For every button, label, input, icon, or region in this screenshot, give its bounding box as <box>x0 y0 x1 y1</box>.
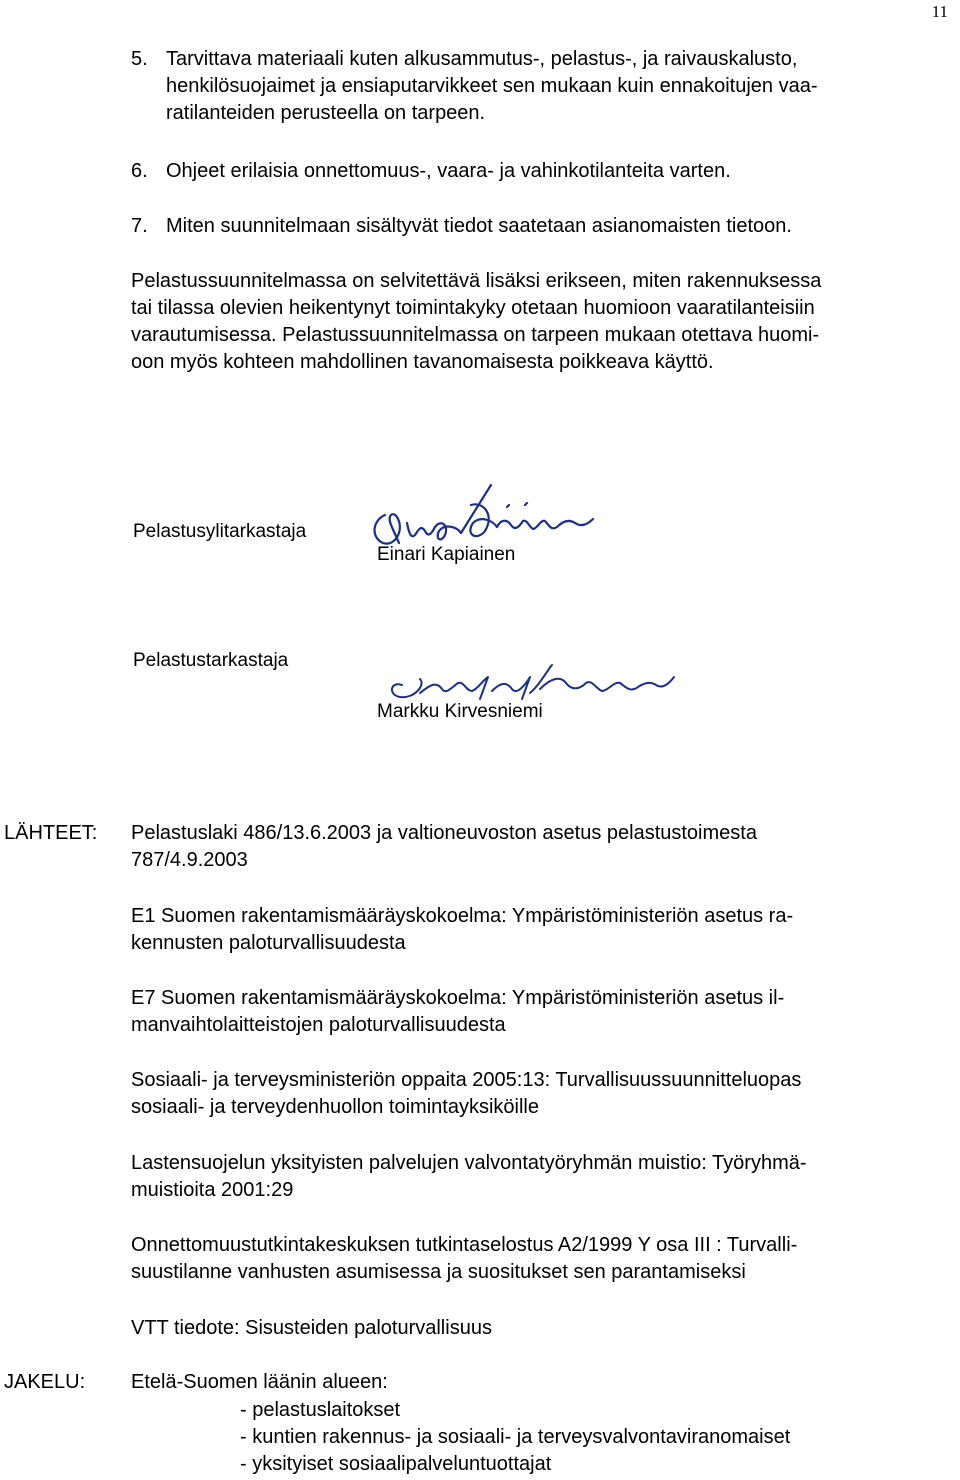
text-line: E1 Suomen rakentamismääräyskokoelma: Ympäristöministeriön asetus ra- <box>131 905 794 927</box>
text-line: ratilanteiden perusteella on tarpeen. <box>166 102 486 124</box>
text-line: Sosiaali- ja terveysministeriön oppaita 2005:13: Turvallisuussuunnitteluopas <box>131 1069 802 1091</box>
source-entry <box>131 985 784 1039</box>
signature-name: Markku Kirvesniemi <box>377 701 543 722</box>
list-item: - yksityiset sosiaalipalveluntuottajat <box>240 1453 552 1475</box>
text-line: Lastensuojelun yksityisten palvelujen valvontatyöryhmän muistio: Työryhmä- <box>131 1152 807 1174</box>
list-item-text <box>166 46 818 127</box>
text-line: Onnettomuustutkintakeskuksen tutkintaselostus A2/1999 Y osa III : Turvalli- <box>131 1234 798 1256</box>
text-line: Pelastuslaki 486/13.6.2003 ja valtioneuvoston asetus pelastustoimesta <box>131 822 757 844</box>
list-number: 6. <box>131 160 148 182</box>
text-line: 787/4.9.2003 <box>131 849 248 871</box>
text-line: sosiaali- ja terveydenhuollon toimintayksiköille <box>131 1096 539 1118</box>
source-entry <box>131 1150 807 1204</box>
text-line: Tarvittava materiaali kuten alkusammutus-, pelastus-, ja raivauskalusto, <box>166 48 798 70</box>
list-item: - kuntien rakennus- ja sosiaali- ja terveysvalvontaviranomaiset <box>240 1426 791 1448</box>
text-line: Pelastussuunnitelmassa on selvitettävä lisäksi erikseen, miten rakennuksessa <box>131 270 822 292</box>
signature-title: Pelastustarkastaja <box>133 650 289 671</box>
text-line: henkilösuojaimet ja ensiaputarvikkeet sen mukaan kuin ennakoitujen vaa- <box>166 75 818 97</box>
text-line: muistioita 2001:29 <box>131 1179 294 1201</box>
text-line: suustilanne vanhusten asumisessa ja suositukset sen parantamiseksi <box>131 1261 746 1283</box>
source-entry <box>131 903 793 957</box>
list-item-text: Ohjeet erilaisia onnettomuus-, vaara- ja vahinkotilanteita varten. <box>166 160 731 182</box>
text-line: manvaihtolaitteistojen paloturvallisuudesta <box>131 1014 506 1036</box>
text-line: E7 Suomen rakentamismääräyskokoelma: Ympäristöministeriön asetus il- <box>131 987 785 1009</box>
list-number: 7. <box>131 215 148 237</box>
list-number: 5. <box>131 48 148 70</box>
source-entry: VTT tiedote: Sisusteiden paloturvallisuus <box>131 1317 492 1339</box>
sources-label: LÄHTEET: <box>4 822 98 844</box>
text-line: kennusten paloturvallisuudesta <box>131 932 406 954</box>
list-item: - pelastuslaitokset <box>240 1399 401 1421</box>
list-item-text: Miten suunnitelmaan sisältyvät tiedot saatetaan asianomaisten tietoon. <box>166 215 792 237</box>
distribution-label: JAKELU: <box>4 1371 86 1393</box>
source-entry <box>131 1067 801 1121</box>
body-paragraph <box>131 268 821 376</box>
page-number: 11 <box>931 2 948 21</box>
signature-name: Einari Kapiainen <box>377 544 516 565</box>
distribution-list <box>240 1397 790 1478</box>
text-line: tai tilassa olevien heikentynyt toimintakyky otetaan huomioon vaaratilanteisiin <box>131 297 815 319</box>
text-line: varautumisessa. Pelastussuunnitelmassa on tarpeen mukaan otettava huomi- <box>131 324 820 346</box>
source-entry <box>131 1232 797 1286</box>
text-line: oon myös kohteen mahdollinen tavanomaisesta poikkeava käyttö. <box>131 351 714 373</box>
signature-title: Pelastusylitarkastaja <box>133 521 307 542</box>
distribution-heading: Etelä-Suomen läänin alueen: <box>131 1371 388 1393</box>
source-entry <box>131 820 757 874</box>
